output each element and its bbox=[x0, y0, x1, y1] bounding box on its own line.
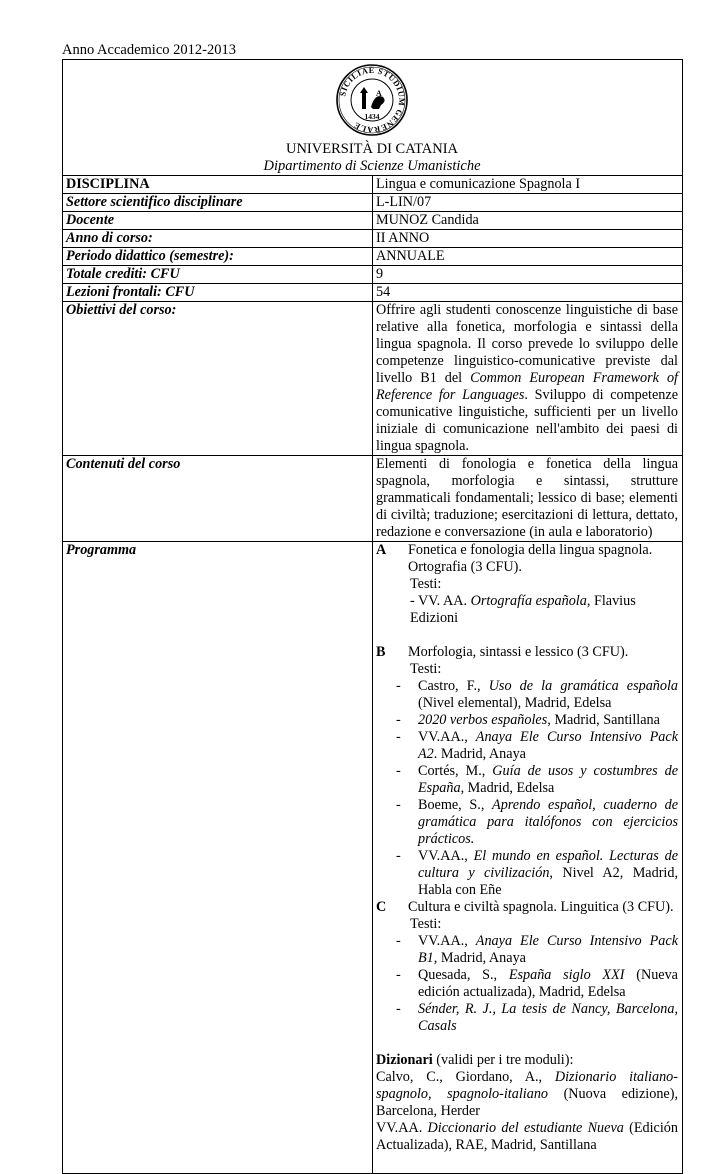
bibliography-publisher: , Madrid, Edelsa bbox=[460, 780, 555, 796]
row-settore bbox=[63, 194, 683, 212]
bibliography-title: España siglo XXI bbox=[508, 967, 625, 983]
value-periodo: ANNUALE bbox=[373, 248, 683, 266]
label-contenuti: Contenuti del corso bbox=[63, 456, 373, 542]
row-programma bbox=[63, 542, 683, 1174]
section-b-testi: Testi: bbox=[410, 661, 442, 677]
dizionari-note: (validi per i tre moduli): bbox=[432, 1052, 574, 1068]
value-crediti: 9 bbox=[373, 266, 683, 284]
section-c-letter: C bbox=[376, 899, 387, 915]
value-disciplina: Lingua e comunicazione Spagnola I bbox=[373, 176, 683, 194]
label-lezioni: Lezioni frontali: CFU bbox=[63, 284, 373, 302]
bibliography-title: Aprendo español, cuaderno de gramática para italófonos con ejercicios prácticos. bbox=[418, 797, 678, 847]
section-a-item-author: - VV. AA. bbox=[410, 593, 471, 609]
row-disciplina bbox=[63, 176, 683, 194]
section-c-title: Cultura e civiltà spagnola. Linguitica (3 CFU). bbox=[408, 899, 674, 915]
section-c-testi: Testi: bbox=[410, 916, 442, 932]
university-name: UNIVERSITÀ DI CATANIA bbox=[285, 141, 459, 157]
bibliography-author: VV.AA., bbox=[418, 933, 476, 949]
bibliography-publisher: . Madrid, Anaya bbox=[433, 746, 526, 762]
section-a-item bbox=[376, 593, 678, 627]
seal-year: 1434 bbox=[364, 112, 380, 121]
dizionari-title: Dizionari bbox=[376, 1052, 433, 1068]
bibliography-text bbox=[418, 712, 678, 729]
dizionario-2-author: VV.AA. bbox=[376, 1120, 428, 1136]
bibliography-title: Anaya Ele Curso Intensivo Pack B1 bbox=[418, 933, 678, 966]
bullet-dash: - bbox=[396, 729, 401, 745]
bibliography-item bbox=[376, 1001, 678, 1035]
bibliography-item bbox=[376, 797, 678, 848]
section-b bbox=[376, 644, 678, 661]
label-periodo: Periodo didattico (semestre): bbox=[63, 248, 373, 266]
section-c bbox=[376, 899, 678, 916]
bibliography-item bbox=[376, 678, 678, 712]
dizionario-1 bbox=[376, 1069, 678, 1120]
dizionario-1-author: Calvo, C., Giordano, A., bbox=[376, 1069, 555, 1085]
bullet-dash: - bbox=[396, 967, 401, 983]
label-disciplina: DISCIPLINA bbox=[63, 176, 373, 194]
bullet-dash: - bbox=[396, 763, 401, 779]
bibliography-item bbox=[376, 729, 678, 763]
row-periodo bbox=[63, 248, 683, 266]
value-settore: L-LIN/07 bbox=[373, 194, 683, 212]
header-row bbox=[63, 60, 683, 176]
bibliography-text bbox=[418, 848, 678, 899]
bullet-dash: - bbox=[396, 933, 401, 949]
row-anno bbox=[63, 230, 683, 248]
bibliography-text bbox=[418, 967, 678, 1001]
bibliography-text bbox=[418, 797, 678, 848]
bibliography-publisher: (Nueva edición actualizada), Madrid, Edelsa bbox=[418, 967, 678, 1000]
dizionario-2-title: Diccionario del estudiante Nueva bbox=[427, 1120, 624, 1136]
label-docente: Docente bbox=[63, 212, 373, 230]
obiettivi-text-3: . Sviluppo di competenze comunicative linguistiche, sufficienti per un livello iniziale di comunicazione nell'ambito dei paesi di lingua spagnola. bbox=[376, 387, 678, 454]
section-c-list bbox=[376, 933, 678, 1035]
academic-year: Anno Accademico 2012-2013 bbox=[62, 42, 236, 58]
bibliography-publisher: (Nivel elemental), Madrid, Edelsa bbox=[418, 695, 612, 711]
bullet-dash: - bbox=[396, 712, 401, 728]
section-b-title: Morfologia, sintassi e lessico (3 CFU). bbox=[408, 644, 629, 660]
dizionario-1-publisher: (Nuova edizione), Barcelona, Herder bbox=[376, 1086, 678, 1119]
value-anno: II ANNO bbox=[373, 230, 683, 248]
bibliography-author: VV.AA., bbox=[418, 848, 474, 864]
value-contenuti: Elementi di fonologia e fonetica della lingua spagnola, morfologia e sintassi, strutture grammaticali fondamentali; lessico di base; elementi di civiltà; traduzione; esercitazioni di lettura, dettato, redazione e conversazione (in aula e laboratorio) bbox=[373, 456, 683, 542]
bibliography-title: 2020 verbos españoles bbox=[418, 712, 548, 728]
seal-letter: A bbox=[376, 89, 382, 98]
section-a-testi: Testi: bbox=[410, 576, 442, 592]
row-contenuti bbox=[63, 456, 683, 542]
bibliography-author: Quesada, S., bbox=[418, 967, 509, 983]
bibliography-title: Anaya Ele Curso Intensivo Pack A2 bbox=[418, 729, 678, 762]
dizionario-1-title: Dizionario italiano-spagnolo, spagnolo-italiano bbox=[376, 1069, 678, 1102]
bibliography-title: El mundo en español. Lecturas de cultura y civilización bbox=[418, 848, 678, 881]
row-lezioni bbox=[63, 284, 683, 302]
section-a-item-title: Ortografía española bbox=[470, 593, 587, 609]
bibliography-publisher: , Madrid, Santillana bbox=[547, 712, 660, 728]
value-lezioni: 54 bbox=[373, 284, 683, 302]
bibliography-text bbox=[418, 1001, 678, 1035]
label-crediti: Totale crediti: CFU bbox=[63, 266, 373, 284]
bibliography-author: VV.AA., bbox=[418, 729, 476, 745]
value-obiettivi bbox=[373, 302, 683, 456]
row-crediti bbox=[63, 266, 683, 284]
bibliography-item bbox=[376, 967, 678, 1001]
seal-ring-text: SICILIAE STUDIUM GENERALE bbox=[338, 65, 407, 135]
row-obiettivi bbox=[63, 302, 683, 456]
bibliography-item bbox=[376, 933, 678, 967]
bibliography-publisher: , Madrid, Anaya bbox=[433, 950, 526, 966]
label-settore: Settore scientifico disciplinare bbox=[63, 194, 373, 212]
bibliography-item bbox=[376, 712, 678, 729]
bibliography-title: Sénder, R. J., La tesis de Nancy, Barcelona, Casals bbox=[418, 1001, 678, 1034]
section-a bbox=[376, 542, 678, 576]
label-anno: Anno di corso: bbox=[63, 230, 373, 248]
section-a-title: Fonetica e fonologia della lingua spagnola. Ortografia (3 CFU). bbox=[408, 542, 653, 575]
bibliography-text bbox=[418, 678, 678, 712]
bibliography-author: Cortés, M., bbox=[418, 763, 493, 779]
obiettivi-text-1: Offrire agli studenti conoscenze linguistiche di base relative alla fonetica, morfologia e sintassi della lingua spagnola. Il corso prevede lo sviluppo delle competenze linguistico-comunicative previste dal livello B1 del bbox=[376, 302, 678, 386]
value-programma bbox=[373, 542, 683, 1174]
bibliography-item bbox=[376, 763, 678, 797]
section-a-letter: A bbox=[376, 542, 387, 558]
obiettivi-framework-title: Common European Framework of Reference for Languages bbox=[376, 370, 678, 403]
section-b-letter: B bbox=[376, 644, 386, 660]
section-b-list bbox=[376, 678, 678, 899]
dizionario-2 bbox=[376, 1120, 678, 1154]
label-obiettivi: Obiettivi del corso: bbox=[63, 302, 373, 456]
bibliography-author: Castro, F., bbox=[418, 678, 489, 694]
bibliography-title: Uso de la gramática española bbox=[488, 678, 679, 694]
dizionari-heading bbox=[376, 1052, 678, 1069]
label-programma: Programma bbox=[63, 542, 373, 1174]
section-a-item-publisher: , Flavius Edizioni bbox=[410, 593, 636, 626]
bibliography-text bbox=[418, 729, 678, 763]
bibliography-text bbox=[418, 933, 678, 967]
value-docente: MUNOZ Candida bbox=[373, 212, 683, 230]
course-sheet-table bbox=[62, 59, 683, 1174]
bibliography-publisher: , Nivel A2, Madrid, Habla con Eñe bbox=[418, 865, 679, 898]
bibliography-text bbox=[418, 763, 678, 797]
row-docente bbox=[63, 212, 683, 230]
bullet-dash: - bbox=[396, 848, 401, 864]
department-name: Dipartimento di Scienze Umanistiche bbox=[263, 158, 481, 174]
dizionario-2-publisher: (Edición Actualizada), RAE, Madrid, Santillana bbox=[376, 1120, 678, 1153]
bullet-dash: - bbox=[396, 797, 401, 813]
bullet-dash: - bbox=[396, 1001, 401, 1017]
bullet-dash: - bbox=[396, 678, 401, 694]
university-seal-icon bbox=[335, 63, 409, 137]
bibliography-item bbox=[376, 848, 678, 899]
bibliography-author: Boeme, S., bbox=[418, 797, 493, 813]
svg-text:SICILIAE STUDIUM GENERALE bbox=[338, 66, 406, 134]
header-cell bbox=[63, 60, 683, 176]
bibliography-title: Guía de usos y costumbres de España bbox=[418, 763, 678, 796]
